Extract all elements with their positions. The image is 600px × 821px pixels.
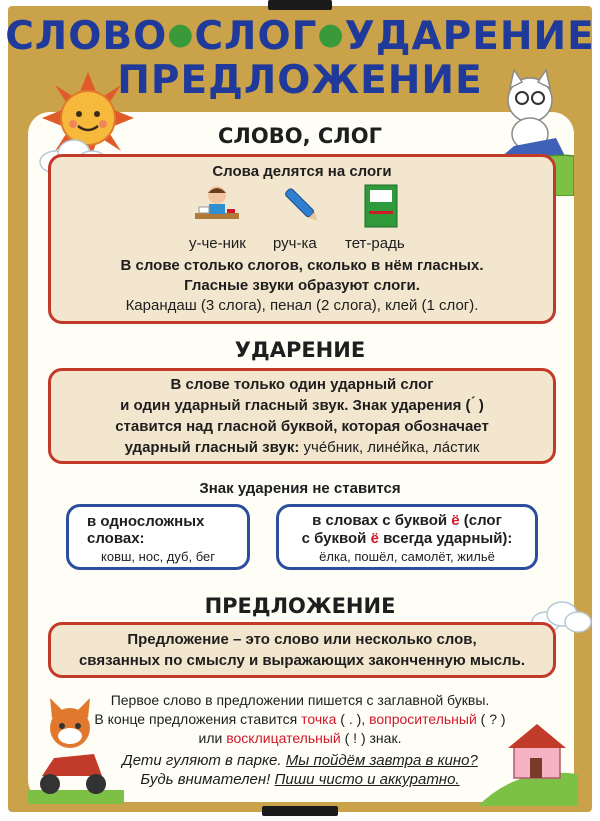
poster-title-line2: ПРЕДЛОЖЕНИЕ <box>117 58 483 103</box>
yo-line-1-text: в словах с буквой <box>312 512 448 529</box>
title-dot-icon: ● <box>317 17 345 52</box>
monosyllabic-title: в односложных словах: <box>87 513 205 547</box>
yo-letter: ё <box>451 512 460 529</box>
yo-line-2-tail: всегда ударный): <box>383 530 513 547</box>
example-count: (3 слога), <box>200 297 266 314</box>
udarenie-box <box>48 368 556 464</box>
title-word-slog: СЛОГ <box>194 14 318 59</box>
yo-line-1 <box>279 512 535 529</box>
monosyllabic-box <box>66 504 250 570</box>
sentence-rule-2-text: В конце предложения ставится <box>94 711 298 727</box>
poster-clip-bottom <box>262 806 338 816</box>
predlozhenie-box <box>48 622 556 678</box>
question-sign: ( ? ) <box>480 711 506 727</box>
example-klei: клей <box>385 297 418 314</box>
title-word-slovo: СЛОВО <box>5 14 168 59</box>
stress-examples: уче́бник, лине́йка, ла́стик <box>303 439 480 456</box>
example-penal: пенал <box>270 297 312 314</box>
word-uchenik: у-че-ник <box>189 235 246 252</box>
example-count: (2 слога), <box>316 297 381 314</box>
word-ruchka: руч-ка <box>273 235 317 252</box>
yo-letter-box <box>276 504 538 570</box>
example-sentence: Мы пойдём завтра в кино? <box>285 752 478 769</box>
stress-line-3: ставится над гласной буквой, которая обозначает <box>115 418 489 435</box>
sentence-definition-1: Предложение – это слово или несколько слов, <box>127 631 477 648</box>
period-term: точка <box>301 711 337 727</box>
yo-line-1-tail: (слог <box>463 512 502 529</box>
syllables-subtitle: Слова делятся на слоги <box>212 163 392 180</box>
section-heading-slovo-slog: СЛОВО, СЛОГ <box>218 124 382 148</box>
period-sign: ( . ), <box>340 711 366 727</box>
example-sentence: Дети гуляют в парке. <box>122 752 282 769</box>
example-sentences-line-2 <box>0 771 600 788</box>
slovo-slog-box <box>48 154 556 324</box>
title-dot-icon: ● <box>167 17 195 52</box>
sentence-rule-3-text: или <box>198 730 223 746</box>
poster-clip-top <box>268 0 332 10</box>
syllable-examples <box>51 297 553 314</box>
yo-examples: ёлка, пошёл, самолёт, жильё <box>319 549 495 564</box>
sentence-rule-3 <box>0 730 600 746</box>
example-count: (1 слог). <box>421 297 479 314</box>
stress-line-1: В слове только один ударный слог <box>170 376 434 393</box>
example-karandash: Карандаш <box>125 297 197 314</box>
notebook-icon <box>363 183 399 229</box>
sentence-rule-2 <box>0 711 600 727</box>
pen-icon <box>279 183 325 229</box>
section-heading-predlozhenie: ПРЕДЛОЖЕНИЕ <box>204 594 396 618</box>
section-heading-udarenie: УДАРЕНИЕ <box>234 338 366 362</box>
student-icon <box>191 183 243 229</box>
title-word-udarenie: УДАРЕНИЕ <box>344 14 595 59</box>
example-sentence: Будь внимателен! <box>140 771 271 788</box>
sentence-rule-1: Первое слово в предложении пишется с заглавной буквы. <box>110 692 490 708</box>
syllable-rule-2: Гласные звуки образуют слоги. <box>184 277 420 294</box>
yo-line-2 <box>279 530 535 547</box>
word-tetrad: тет-радь <box>345 235 405 252</box>
exclamation-sign: ( ! ) знак. <box>344 730 402 746</box>
exclamation-term: восклицательный <box>226 730 341 746</box>
poster-title-line1 <box>0 14 600 59</box>
sentence-definition-2: связанных по смыслу и выражающих законченную мысль. <box>78 652 526 669</box>
question-term: вопросительный <box>369 711 477 727</box>
stress-line-2: и один ударный гласный звук. Знак ударения ( ́ ) <box>120 397 484 414</box>
example-sentence: Пиши чисто и аккуратно. <box>274 771 460 788</box>
example-sentences-line-1 <box>0 752 600 769</box>
yo-line-2-text: с буквой <box>301 530 367 547</box>
yo-letter: ё <box>370 530 379 547</box>
monosyllabic-examples: ковш, нос, дуб, бег <box>101 549 215 564</box>
syllable-rule-1: В слове столько слогов, сколько в нём гласных. <box>120 257 484 274</box>
stress-line-4 <box>51 439 553 456</box>
stress-line-4-label: ударный гласный звук: <box>124 439 300 456</box>
no-stress-subheading: Знак ударения не ставится <box>199 480 401 497</box>
